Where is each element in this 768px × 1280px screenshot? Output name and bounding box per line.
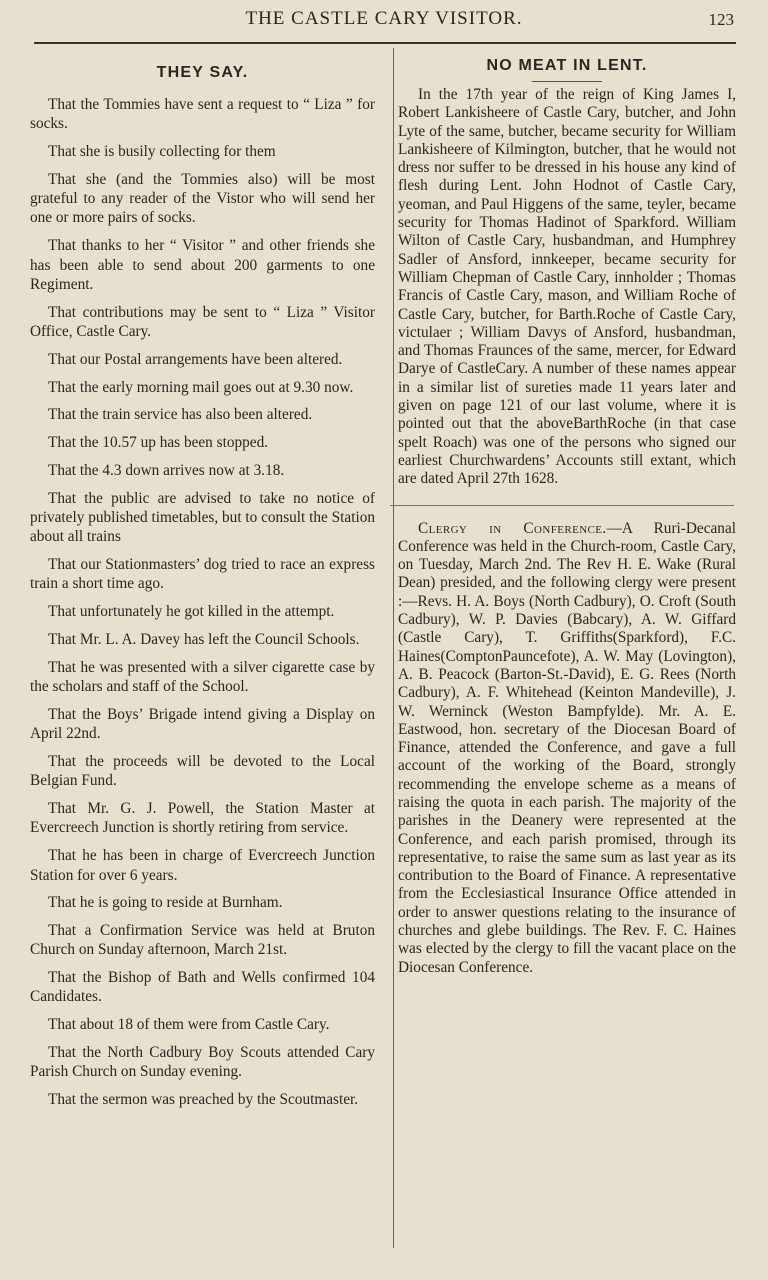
they-say-item: That the train service has also been altered. [48,406,313,424]
they-say-list [30,95,375,1109]
clergy-article [398,520,736,977]
publication-title: THE CASTLE CARY VISITOR. [245,8,523,29]
they-say-item: That the Tommies have sent a request to “ Liza ” for socks. [30,96,375,133]
they-say-item: That the public are advised to take no notice of privately published timetables, but to consult the Station about all trains [30,489,375,546]
they-say-item: That he has been in charge of Evercreech Junction Station for over 6 years. [30,847,375,884]
column-divider [393,48,394,1248]
article-divider [390,505,734,506]
they-say-heading: THEY SAY. [156,64,249,81]
no-meat-heading: NO MEAT IN LENT. [486,57,648,74]
clergy-heading: Clergy in Conference. [418,519,607,537]
they-say-item: That the Boys’ Brigade intend giving a Display on April 22nd. [30,705,375,743]
they-say-column [30,48,375,1118]
they-say-item: That thanks to her “ Visitor ” and other friends she has been able to send about 200 garments to one Regiment. [30,237,375,293]
they-say-item: That she (and the Tommies also) will be most grateful to any reader of the Vistor who will send her one or more pairs of socks. [30,170,375,227]
they-say-item: That unfortunately he got killed in the attempt. [48,603,335,621]
page-number: 123 [708,10,734,29]
they-say-item: That the proceeds will be devoted to the Local Belgian Fund. [30,753,375,790]
they-say-item: That the 4.3 down arrives now at 3.18. [48,461,285,479]
they-say-item: That Mr. G. J. Powell, the Station Master at Evercreech Junction is shortly retiring from service. [30,800,375,837]
they-say-item: That our Stationmasters’ dog tried to race an express train a short time ago. [30,556,375,593]
they-say-item: That our Postal arrangements have been altered. [48,350,343,368]
clergy-article-body: —A Ruri-Decanal Conference was held in the Church-room, Castle Cary, on Tuesday, March 2nd. The Rev H. E. Wake (Rural Dean) presided, and the following clergy were present :—Revs. H. A. Boys (North Cadbury), O. Croft (South Cadbury), W. P. Davies (Babcary), A. W. Giffard (Castle Cary), T. Griffiths(Sparkford), F.C. Haines(ComptonPauncefote), A. W. May (Lovington), A. B. Peacock (Barton-St.-David), E. G. Rees (North Cadbury), A. F. Whitehead (Keinton Mandeville), J. W. Werninck (Weston Bampfylde). Mr. A. E. Eastwood, hon. secretary of the Diocesan Board of Finance, attended the Conference, and gave a full account of the working of the Board, strongly recommending the envelope scheme as a means of raising the quota in each parish. The majority of the parishes in the Deanery were represented at the Conference, and each parish promised, through its representative, to raise the same sum as last year as its contribution to the Board of Finance. A representative from the Ecclesiastical Insurance Office attended in order to answer questions relating to the insurance of churches and glebe buildings. The Rev. F. C. Haines was elected by the clergy to fill the vacant place on the Diocesan Conference. [398,519,736,976]
articles-column [398,48,736,977]
they-say-item: That the North Cadbury Boy Scouts attended Cary Parish Church on Sunday evening. [30,1044,375,1081]
they-say-item: That she is busily collecting for them [48,143,276,161]
heading-underline [532,81,602,82]
they-say-item: That the 10.57 up has been stopped. [48,434,269,452]
they-say-item: That a Confirmation Service was held at Bruton Church on Sunday afternoon, March 21st. [30,922,375,959]
they-say-item: That contributions may be sent to “ Liza ” Visitor Office, Castle Cary. [30,303,375,340]
they-say-item: That he is going to reside at Burnham. [48,894,283,912]
they-say-item: That he was presented with a silver cigarette case by the scholars and staff of the School. [30,658,375,696]
they-say-item: That about 18 of them were from Castle Cary. [48,1016,330,1034]
no-meat-article: In the 17th year of the reign of King James I, Robert Lankisheere of Castle Cary, butcher, and John Lyte of the same, butcher, became security for William Lankisheere of Kilmington, butcher, that he would not dress nor suffer to be dressed in his house any kind of flesh during Lent. John Hodnot of Castle Cary, yeoman, and Paul Higgens of the same, teyler, became security for Thomas Hadinot of Sparkford. William Wilton of Castle Cary, husbandman, and Humphrey Sadler of Ansford, innkeeper, became security for William Chepman of Castle Cary, innholder ; Thomas Francis of Castle Cary, mason, and William Roche of Castle Cary, butcher, for Barth.Roche of Castle Cary, victulaer ; William Davys of Ansford, husbandman, and Thomas Fraunces of the same, mercer, for Edward Darye of CastleCary. A number of these names appear in a similar list of sureties made 11 years later and given on page 121 of our last volume, where it is pointed out that the aboveBarthRoche (in that case spelt Roach) was one of the persons who signed our earliest Churchwardens’ Accounts still extant, which are dated April 27th 1628. [398,86,736,488]
they-say-item: That the sermon was preached by the Scoutmaster. [48,1091,359,1109]
page-header [0,6,768,32]
they-say-item: That the early morning mail goes out at 9.30 now. [48,378,354,396]
header-rule [34,42,736,44]
they-say-item: That Mr. L. A. Davey has left the Council Schools. [48,631,360,649]
they-say-item: That the Bishop of Bath and Wells confirmed 104 Candidates. [30,969,375,1006]
